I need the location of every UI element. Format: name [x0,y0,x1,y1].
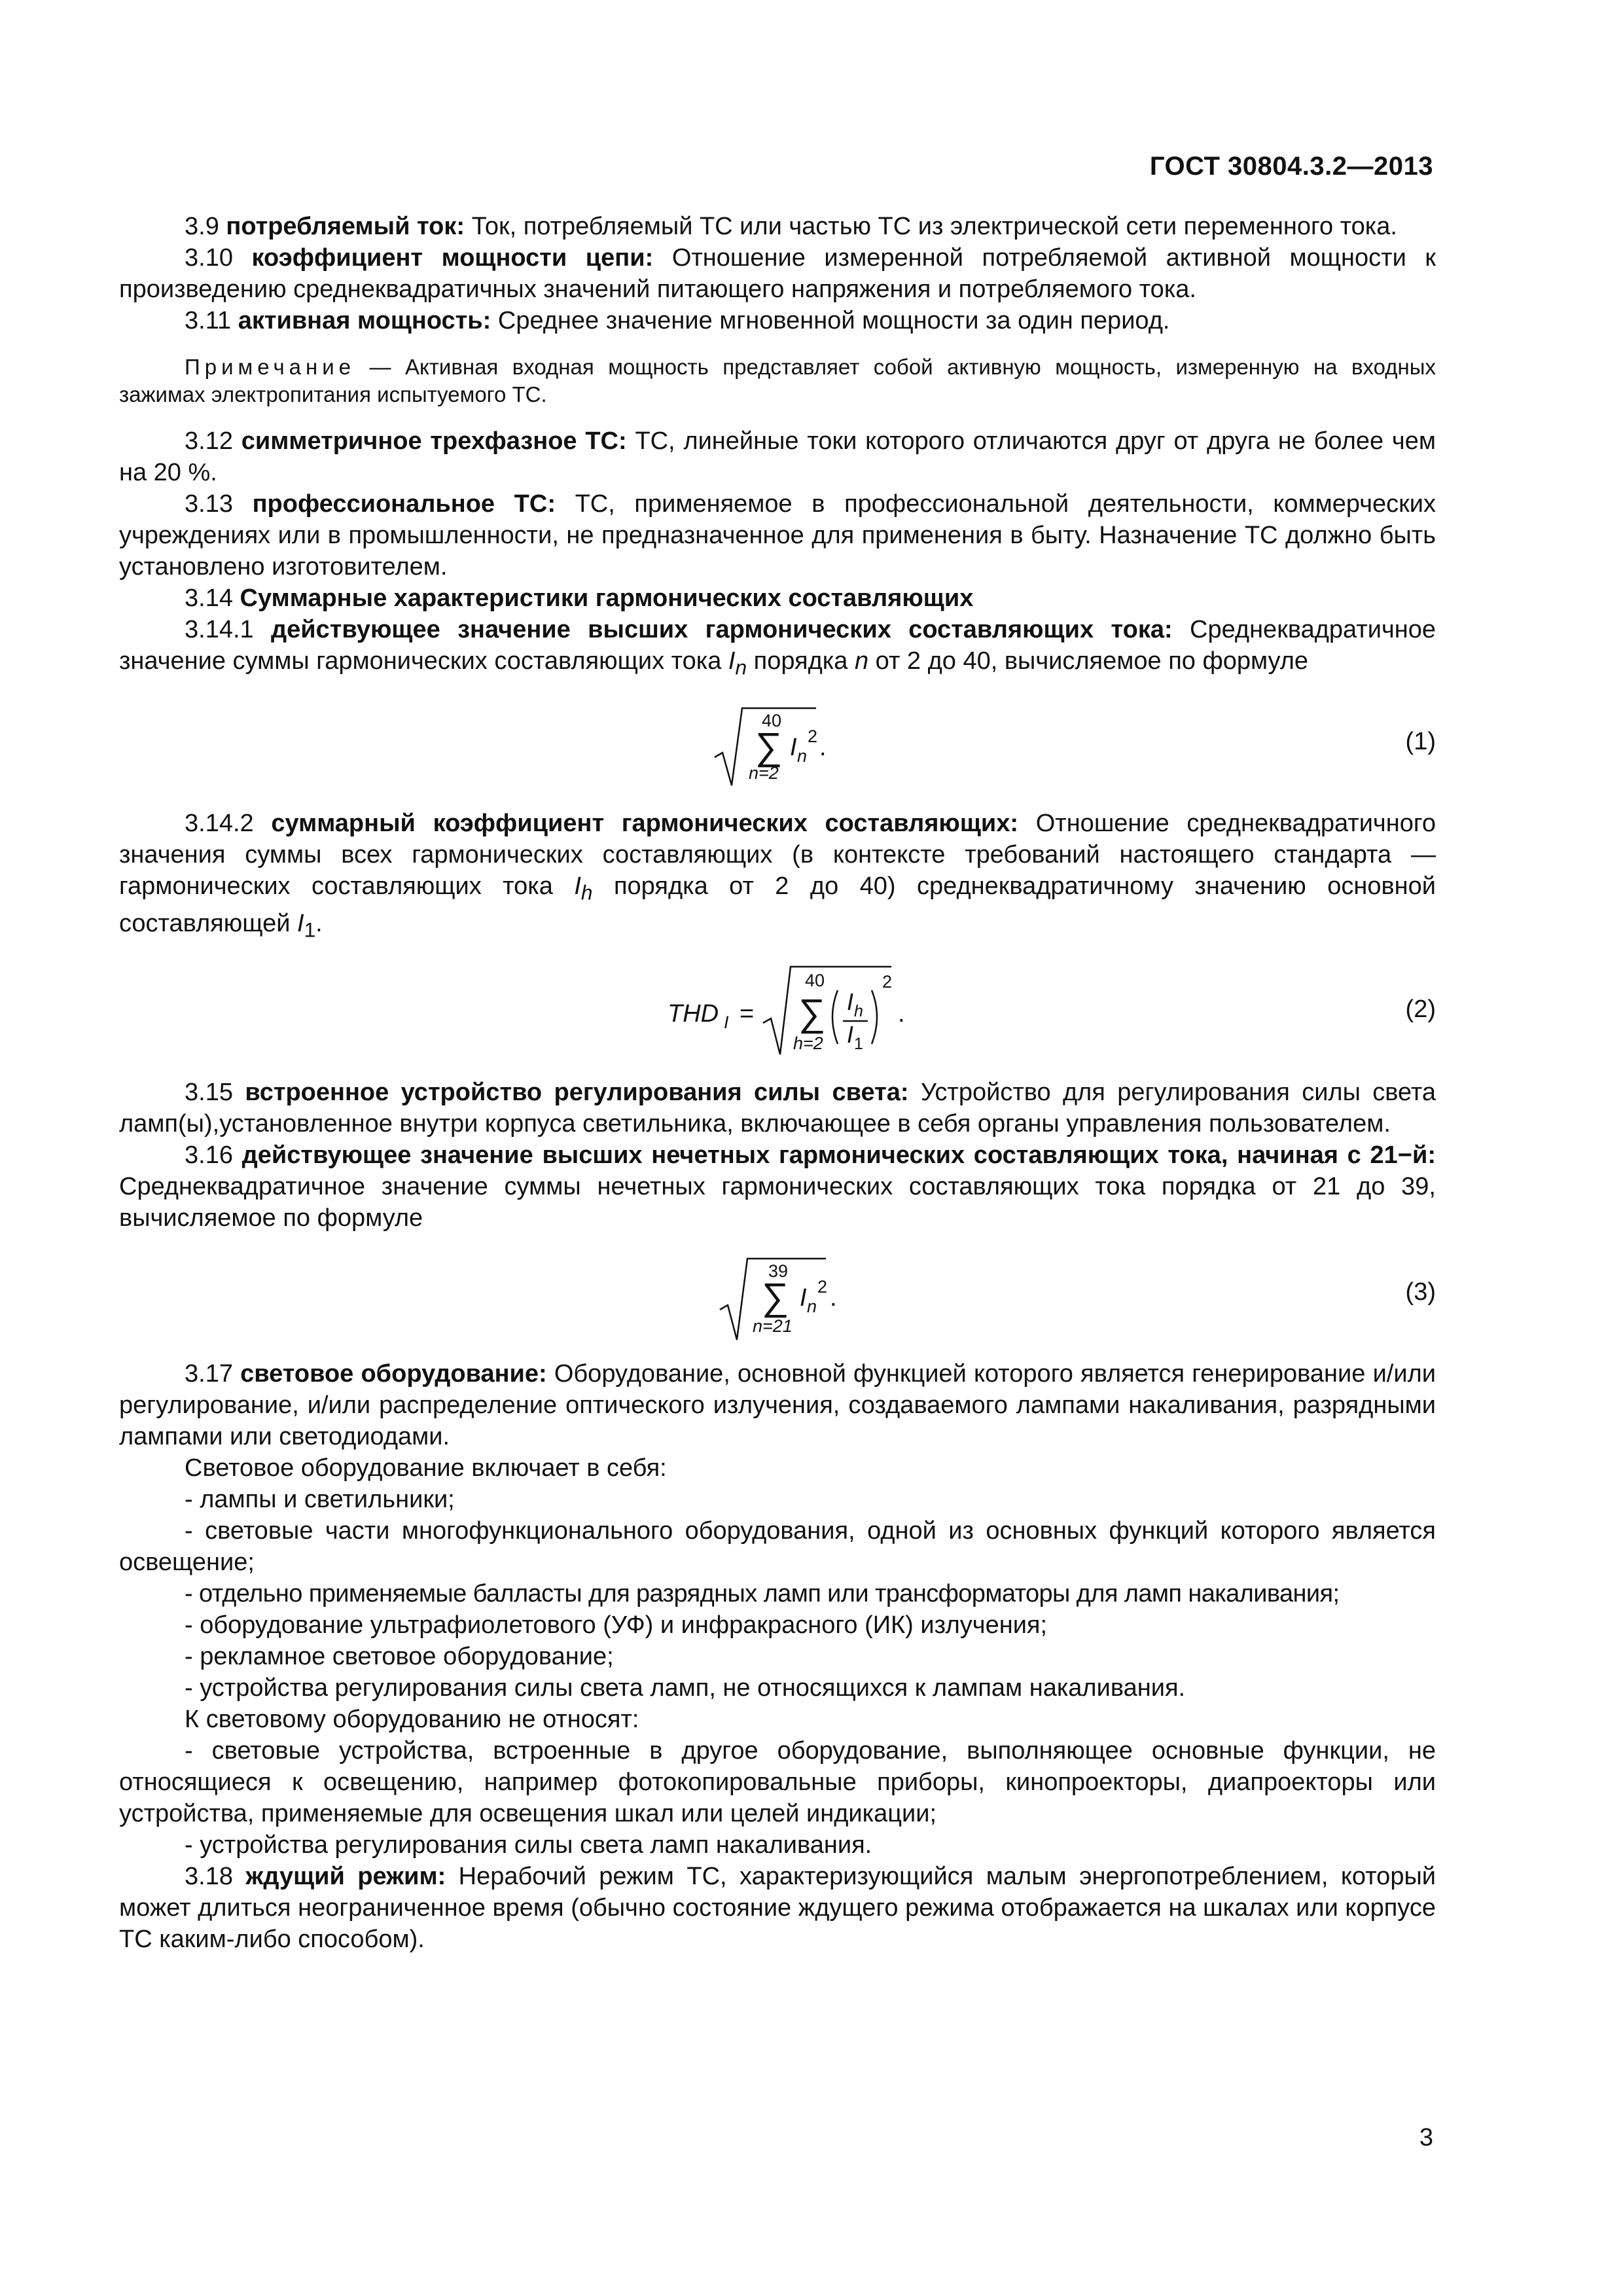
equation-number: (1) [1405,727,1436,755]
document-body [119,211,1436,1955]
section-number: 3.14 [185,584,240,612]
subscript: 1 [304,918,316,942]
variable: I [800,1283,807,1312]
term: действующее значение высших нечетных гармонических составляющих тока, начиная с 21−й: [241,1141,1436,1169]
section-3-12 [119,425,1436,488]
section-number: 3.17 [185,1359,241,1388]
term: световое оборудование: [240,1359,547,1388]
section-3-17 [119,1358,1436,1452]
list-item: - отдельно применяемые балласты для разрядных ламп или трансформаторы для ламп накаливания; [185,1579,1340,1607]
standard-code-header: ГОСТ 30804.3.2—2013 [1149,152,1433,181]
formula-1-graphic [119,695,1436,793]
lighting-excludes-list [119,1704,1436,1861]
section-number: 3.18 [185,1862,246,1890]
section-3-18 [119,1861,1436,1955]
list-item: - лампы и светильники; [185,1485,455,1513]
page-number: 3 [1419,2124,1433,2151]
definition: Среднеквадратичное значение суммы гармонических составляющих тока [119,616,1436,675]
term: коэффициент мощности цепи: [251,244,654,272]
sigma-symbol: ∑ [755,725,783,768]
section-number: 3.11 [185,307,238,334]
subscript: I [724,1012,729,1032]
list-item: - рекламное световое оборудование; [185,1642,614,1670]
section-title: Суммарные характеристики гармонических составляющих [240,584,974,612]
term: встроенное устройство регулирования силы света: [245,1078,909,1106]
definition: от 2 до 40, вычисляемое по формуле [868,647,1309,675]
section-number: 3.10 [185,244,252,272]
subscript: h [854,1001,863,1020]
term: ждущий режим: [245,1862,446,1890]
variable: I [574,872,581,900]
subscript: n [797,745,808,766]
variable: I [847,1020,854,1048]
formula-3 [119,1246,1436,1344]
term: симметричное трехфазное ТС: [241,427,627,455]
section-number: 3.16 [185,1141,242,1169]
formula-terminator: . [898,999,905,1028]
equals-sign: = [740,999,755,1028]
term: суммарный коэффициент гармонических составляющих: [271,809,1019,837]
subscript: h [580,880,593,905]
sum-upper-limit: 39 [768,1261,789,1281]
term: действующее значение высших гармонических составляющих тока: [271,616,1173,643]
definition: Оборудование, основной функцией которого является генерирование и/или регулирование, и/или распределение оптического излучения, создаваемого лампами накаливания, разрядными лампами или светодиодами. [119,1359,1436,1450]
thd-symbol: THD [668,999,719,1028]
section-3-14 [119,583,1436,614]
equation-number: (2) [1405,995,1436,1023]
variable: n [854,647,869,675]
definition: Нерабочий режим ТС, характеризующийся малым энергопотреблением, который может длиться неограниченное время (обычно состояние ждущего режима отображается на шкалах или корпусе ТС каким-либо способом). [119,1862,1436,1953]
section-3-15 [119,1077,1436,1139]
sum-upper-limit: 40 [762,710,782,730]
list-item: - световые части многофункционального оборудования, одной из основных функций которого является освещение; [119,1516,1436,1576]
definition: Среднеквадратичное значение суммы нечетных гармонических составляющих тока порядка от 21 до 39, вычисляемое по формуле [119,1172,1436,1232]
sum-lower-limit: h=2 [793,1033,823,1053]
note-text: — Активная входная мощность представляет собой активную мощность, измеренную на входных зажимах электропитания испытуемого ТС. [119,355,1436,406]
lighting-includes-list [119,1452,1436,1704]
formula-1 [119,695,1436,793]
formula-terminator: . [819,733,827,761]
term: активная мощность: [238,307,491,334]
sum-lower-limit: n=2 [749,762,779,783]
section-number: 3.13 [185,490,253,518]
variable: I [847,988,854,1015]
section-3-14-2 [119,808,1436,946]
definition: Отношение среднеквадратичного значения суммы всех гармонических составляющих (в контексте требований настоящего стандарта — гармонических составляющих тока [119,809,1436,900]
exponent: 2 [817,1276,828,1297]
definition: порядка [747,647,855,675]
section-3-10 [119,242,1436,305]
term: потребляемый ток: [226,213,465,240]
term: профессиональное ТС: [252,490,556,518]
definition: Ток, потребляемый ТС или частью ТС из электрической сети переменного тока. [465,213,1397,240]
definition: . [315,910,323,938]
section-number: 3.14.2 [185,809,272,837]
variable: I [297,910,304,938]
exponent: 2 [808,726,818,746]
definition: Отношение измеренной потребляемой активной мощности к произведению среднеквадратичных значений питающего напряжения и потребляемого тока. [119,244,1436,303]
formula-2 [119,958,1436,1062]
note-label: Примечание [185,355,356,379]
subscript: n [735,655,747,679]
formula-terminator: . [830,1283,837,1312]
list-item: - устройства регулирования силы света ламп накаливания. [185,1831,872,1859]
section-3-9 [119,211,1436,242]
variable: I [728,647,736,675]
sigma-symbol: ∑ [798,991,826,1034]
section-3-13 [119,488,1436,583]
section-number: 3.9 [185,213,226,240]
subscript: n [807,1296,817,1316]
sum-upper-limit: 40 [805,970,825,990]
section-3-16 [119,1139,1436,1234]
equation-number: (3) [1405,1278,1436,1306]
list-item: - оборудование ультрафиолетового (УФ) и инфракрасного (ИК) излучения; [185,1611,1048,1639]
formula-3-graphic [119,1246,1436,1344]
definition: ТС, линейные токи которого отличаются друг от друга не более чем на 20 %. [119,427,1436,486]
section-number: 3.12 [185,427,241,455]
list-item: - световые устройства, встроенные в другое оборудование, выполняющее основные функции, не относящиеся к освещению, например фотокопировальные приборы, кинопроекторы, диапроекторы или устройства, применяемые для освещения шкал или целей индикации; [119,1736,1436,1827]
list-intro: К световому оборудованию не относят: [185,1705,639,1733]
definition: порядка от 2 до 40) среднеквадратичному значению основной составляющей [119,872,1436,938]
exponent: 2 [882,971,893,992]
section-3-11 [119,305,1436,336]
note-3-11 [119,353,1436,408]
definition: ТС, применяемое в профессиональной деятельности, коммерческих учреждениях или в промышленности, не предназначенное для применения в быту. Назначение ТС должно быть установлено изготовителем. [119,490,1436,581]
variable: I [790,733,797,761]
section-number: 3.15 [185,1078,245,1106]
section-number: 3.14.1 [185,616,272,643]
formula-2-graphic [119,958,1436,1062]
sigma-symbol: ∑ [762,1275,789,1318]
subscript: 1 [854,1034,863,1053]
list-item: - устройства регулирования силы света ламп, не относящихся к лампам накаливания. [185,1674,1186,1702]
sum-lower-limit: n=21 [753,1316,793,1336]
definition: Устройство для регулирования силы света ламп(ы),установленное внутри корпуса светильника, включающее в себя органы управления пользователем. [119,1078,1436,1138]
list-intro: Световое оборудование включает в себя: [185,1454,667,1482]
definition: Среднее значение мгновенной мощности за один период. [491,307,1170,334]
section-3-14-1 [119,614,1436,683]
